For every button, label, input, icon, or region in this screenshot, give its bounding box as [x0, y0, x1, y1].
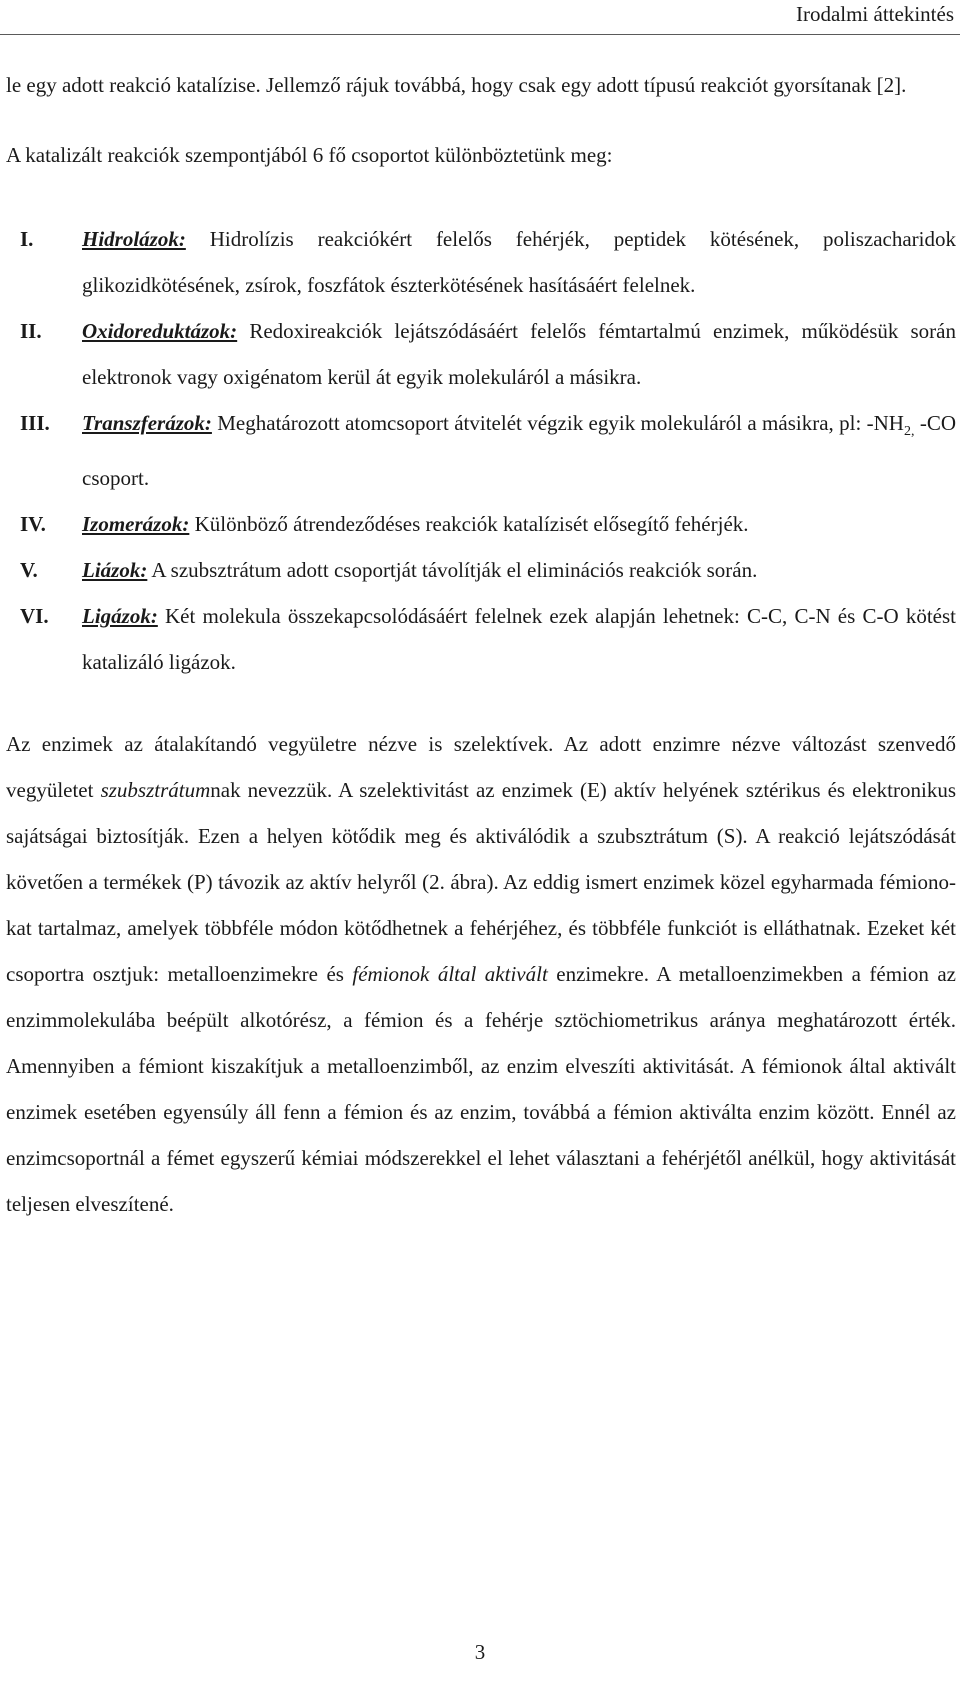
enzyme-group-list [6, 216, 956, 685]
list-numeral: II. [20, 319, 42, 343]
list-numeral: I. [20, 227, 34, 251]
list-item [6, 308, 956, 400]
group-description: Két molekula összekapcsolódásáért felelnek ezek alapján lehetnek: C-C, C-N és C-O kötést katalizáló ligázok. [82, 604, 956, 675]
intro-paragraph: le egy adott reakció katalízise. Jellemző rájuk továbbá, hogy csak egy adott típusú reakciót gyorsítanak [2]. [6, 73, 907, 97]
list-item [6, 400, 956, 501]
group-term: Izomerázok: [82, 512, 190, 537]
list-numeral: V. [20, 558, 38, 583]
list-numeral: VI. [20, 604, 49, 629]
subscript: 2, [903, 424, 915, 440]
body-text: Az enzimek az átalakítandó vegyületre nézve is szelektívek. Az adott enzimre nézve változást szenvedő vegyületet [6, 732, 956, 803]
list-item [6, 547, 956, 593]
list-numeral: IV. [20, 512, 46, 537]
page-number: 3 [474, 1640, 486, 1664]
group-description-end: -CO csoport. [82, 411, 957, 491]
body-italic-term: fémionok által aktivált [352, 962, 548, 987]
group-term: Transzferázok: [82, 411, 212, 435]
list-item [6, 593, 956, 685]
list-item [6, 501, 956, 547]
list-item [6, 216, 956, 308]
body-text: nak nevezzük. A szelektivitást az enzimek (E) aktív helyének sztérikus és elektronikus sajátságai biztosítják. Ezen a helyen kötődik meg és aktiválódik a szubsztrátum (S). A reakció lejátszódását követően a termékek (P) távozik az aktív helyről (2. ábra). Az eddig ismert enzimek közel egyharmada fémiono-kat tartalmaz, amelyek többféle módon kötődhetnek a fehérjéhez, és többféle funkciót is elláthatnak. Ezeket két csoportra osztjuk: metalloenzimekre és [6, 778, 956, 987]
list-numeral: III. [20, 411, 50, 435]
group-term: Ligázok: [82, 604, 158, 629]
body-text: enzimekre. A metalloenzimekben a fémion az enzimmolekulába beépült alkotórész, a fémion és a fehérje sztöchiometrikus aránya meghatározott érték. Amennyiben a fémiont kiszakítjuk a metalloenzimből, az enzim elveszíti aktivitását. A fémionok által aktivált enzimek esetében egyensúly áll fenn a fémion és az enzim, továbbá a fémion aktiválta enzim között. Ennél az enzimcsoportnál a fémet egyszerű kémiai módszerekkel el lehet választani a fehérjétől anélkül, hogy aktivitását teljesen elveszítené. [6, 962, 956, 1217]
group-description: A szubsztrátum adott csoportját távolítják el eliminációs reakciók során. [147, 558, 758, 583]
group-term: Oxidoreduktázok: [82, 319, 238, 343]
body-italic-term: szubsztrátum [100, 778, 211, 803]
page-content [6, 62, 956, 1227]
page-header [0, 0, 960, 35]
header-title: Irodalmi áttekintés [795, 2, 954, 26]
group-description: Hidrolízis reakciókért felelős fehérjék, peptidek kötésének, poliszacharidok glikozidkötésének, zsírok, foszfátok észterkötésének hasításáért felelnek. [82, 227, 956, 297]
group-description: Redoxireakciók lejátszódásáért felelős fémtartalmú enzimek, működésük során elektronok vagy oxigénatom kerül át egyik molekuláról a másikra. [82, 319, 956, 389]
group-term: Hidrolázok: [82, 227, 186, 251]
group-term: Liázok: [82, 558, 148, 583]
group-description: Meghatározott atomcsoport átvitelét végzik egyik molekuláról a másikra, pl: -NH [211, 411, 904, 435]
body-paragraph [6, 721, 956, 1227]
intro-lead: A katalizált reakciók szempontjából 6 fő csoportot különböztetünk meg: [6, 143, 613, 167]
group-description: Különböző átrendeződéses reakciók katalízisét elősegítő fehérjék. [189, 512, 749, 537]
